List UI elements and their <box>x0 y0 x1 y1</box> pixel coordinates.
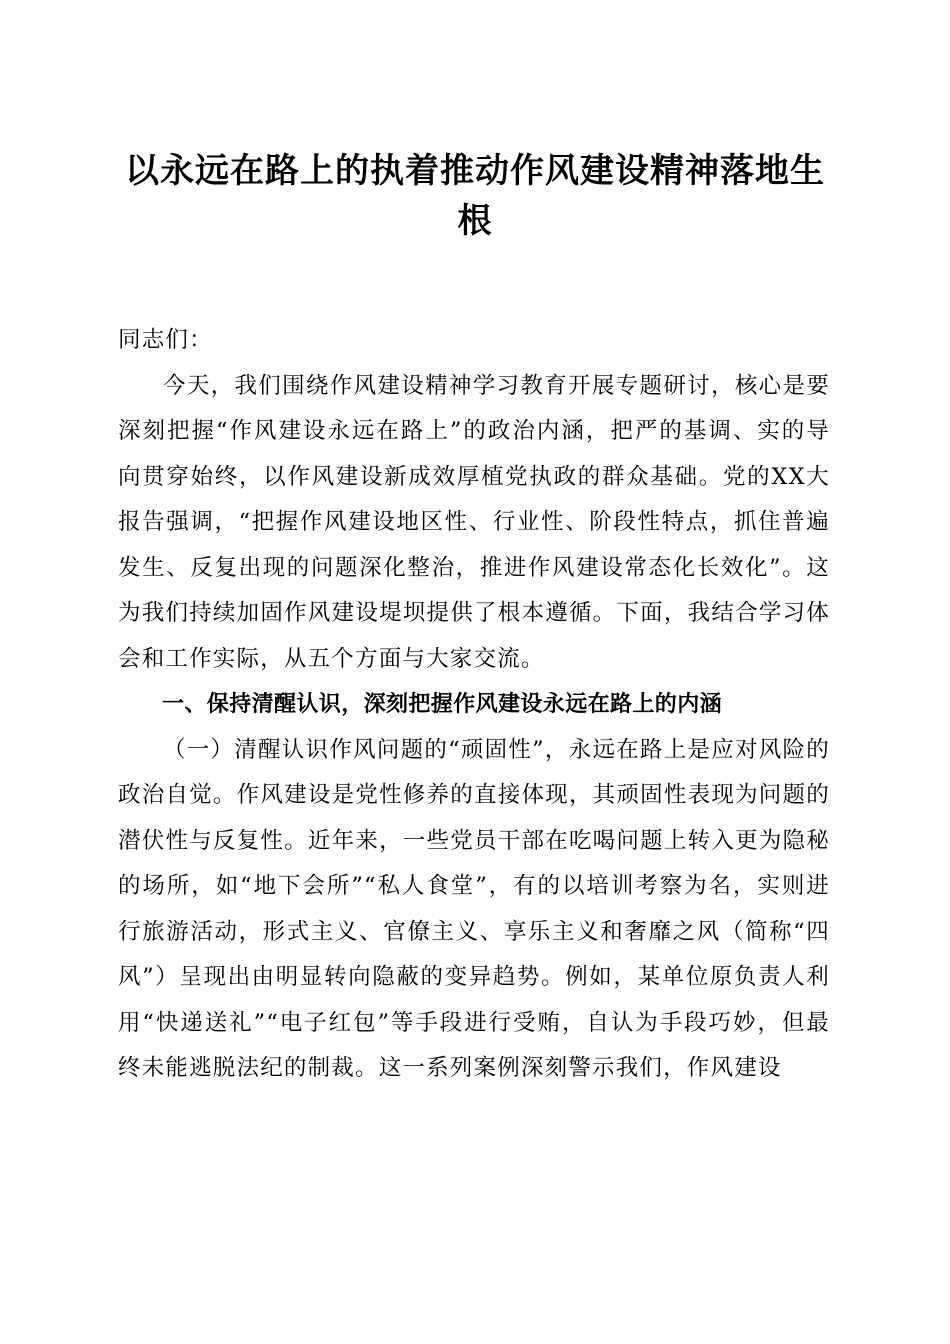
subsection-heading-1: （一）清醒认识作风问题的“顽固性”，永远在路上是应对风险的政治自觉。 <box>118 736 830 808</box>
intro-paragraph: 今天，我们围绕作风建设精神学习教育开展专题研讨，核心是要深刻把握“作风建设永远在路上”的政治内涵，把严的基调、实的导向贯穿始终，以作风建设新成效厚植党执政的群众基础。党的XX大报告强调，“把握作风建设地区性、行业性、阶段性特点，抓住普遍发生、反复出现的问题深化整治，推进作风建设常态化长效化”。这为我们持续加固作风建设堤坝提供了根本遵循。下面，我结合学习体会和工作实际，从五个方面与大家交流。 <box>118 372 830 672</box>
salutation: 同志们： <box>118 327 213 353</box>
section-heading-1: 一、保持清醒认识，深刻把握作风建设永远在路上的内涵 <box>162 692 723 717</box>
document-body <box>118 318 830 1092</box>
subsection-paragraph-1 <box>118 728 830 1092</box>
document-title: 以永远在路上的执着推动作风建设精神落地生根 <box>125 151 825 241</box>
subsection-body-1: 作风建设是党性修养的直接体现，其顽固性表现为问题的潜伏性与反复性。近年来，一些党员干部在吃喝问题上转入更为隐秘的场所，如“地下会所”“私人食堂”，有的以培训考察为名，实则进行旅游活动，形式主义、官僚主义、享乐主义和奢靡之风（简称“四风”）呈现出由明显转向隐蔽的变异趋势。例如，某单位原负责人利用“快递送礼”“电子红包”等手段进行受贿，自认为手段巧妙，但最终未能逃脱法纪的制裁。这一系列案例深刻警示我们，作风建设 <box>118 782 830 1081</box>
